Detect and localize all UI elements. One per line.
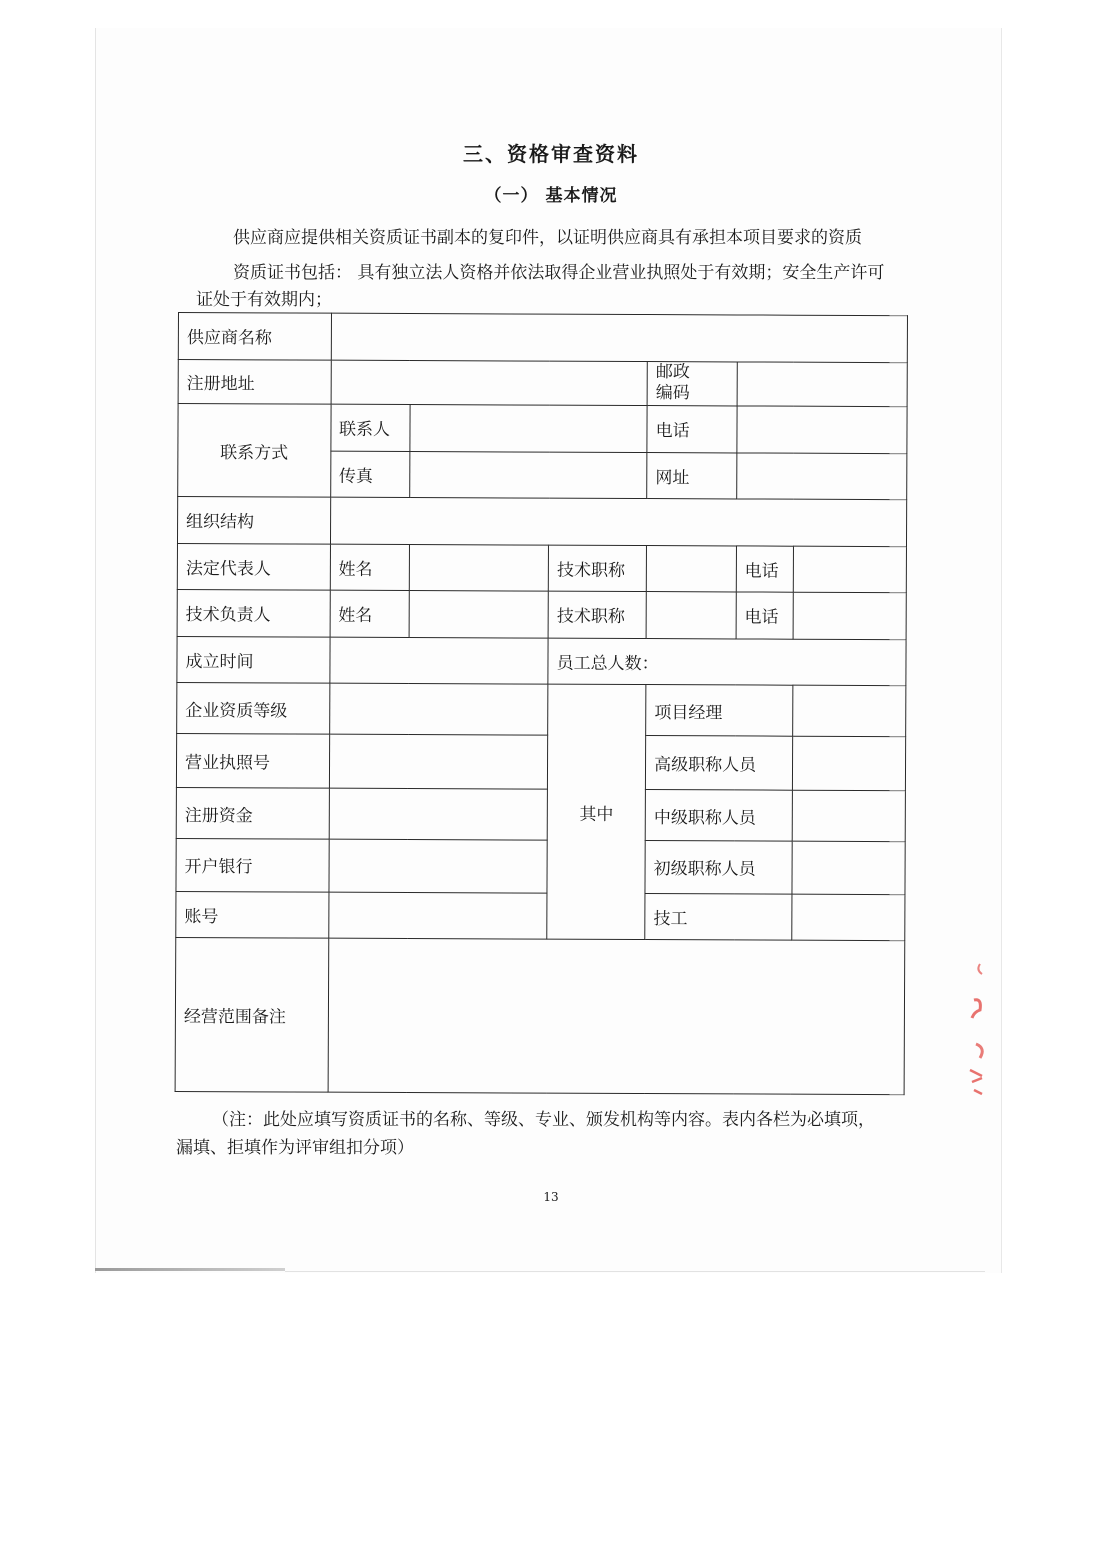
label-of-which: 其中 xyxy=(547,684,646,939)
label-tech-lead: 技术负责人 xyxy=(177,590,330,637)
value-registered-capital[interactable] xyxy=(329,789,548,841)
table-row xyxy=(177,590,906,640)
value-founded-date[interactable] xyxy=(329,637,548,684)
value-registered-address[interactable] xyxy=(331,360,648,406)
value-legal-rep-title[interactable] xyxy=(646,545,736,592)
value-phone[interactable] xyxy=(737,406,907,453)
label-account: 账号 xyxy=(176,891,329,938)
label-legal-rep-name: 姓名 xyxy=(330,544,410,591)
value-legal-rep-name[interactable] xyxy=(409,544,548,591)
value-mid-staff[interactable] xyxy=(792,791,906,842)
section-subtitle: （一） 基本情况 xyxy=(484,186,618,206)
scan-edge-faint xyxy=(285,1271,985,1272)
label-org-structure: 组织结构 xyxy=(177,497,330,544)
intro-line-1: 供应商应提供相关资质证书副本的复印件，以证明供应商具有承担本项目要求的资质 xyxy=(233,228,862,248)
intro-line-3: 证处于有效期内； xyxy=(196,290,332,310)
value-supplier-name[interactable] xyxy=(331,313,908,362)
label-mid-staff: 中级职称人员 xyxy=(645,790,792,841)
table-row xyxy=(177,497,906,547)
table-row xyxy=(176,838,905,894)
label-legal-rep-phone: 电话 xyxy=(736,546,793,593)
value-org-structure[interactable] xyxy=(330,497,907,546)
table-row xyxy=(178,404,907,454)
supplier-info-table xyxy=(175,312,908,1095)
red-seal-fragment-icon xyxy=(960,960,990,1100)
label-junior-staff: 初级职称人员 xyxy=(645,841,792,894)
value-account[interactable] xyxy=(328,892,547,939)
value-contact-person[interactable] xyxy=(410,405,647,453)
label-registered-address: 注册地址 xyxy=(178,359,331,404)
label-website: 网址 xyxy=(647,452,737,499)
label-license-number: 营业执照号 xyxy=(176,733,329,788)
label-fax: 传真 xyxy=(330,451,410,498)
value-bank[interactable] xyxy=(329,839,548,893)
value-junior-staff[interactable] xyxy=(791,841,905,894)
note-line-2: 漏填、拒填作为评审组扣分项） xyxy=(176,1138,414,1158)
table-row xyxy=(178,313,907,363)
table-row xyxy=(178,359,907,407)
label-contact-person: 联系人 xyxy=(330,404,410,451)
label-bank: 开户银行 xyxy=(176,838,329,891)
label-qualification-level: 企业资质等级 xyxy=(177,683,330,734)
value-tech-lead-title[interactable] xyxy=(646,592,736,639)
page-title: 三、资格审查资料 xyxy=(463,142,639,166)
value-website[interactable] xyxy=(737,453,907,500)
value-fax[interactable] xyxy=(410,451,647,499)
table-row xyxy=(175,938,905,1095)
table-row xyxy=(177,543,906,593)
label-registered-capital: 注册资金 xyxy=(176,788,329,839)
value-senior-staff[interactable] xyxy=(792,736,906,791)
value-license-number[interactable] xyxy=(329,734,548,790)
label-postal-code: 邮政 编码 xyxy=(647,361,737,406)
scan-edge-line xyxy=(95,1268,285,1271)
label-senior-staff: 高级职称人员 xyxy=(646,735,793,790)
value-project-manager[interactable] xyxy=(792,685,906,736)
label-tech-lead-name: 姓名 xyxy=(330,590,410,637)
table-row xyxy=(177,636,906,686)
page-number: 13 xyxy=(543,1190,559,1204)
label-contact-method: 联系方式 xyxy=(178,404,331,498)
note-line-1: （注：此处应填写资质证书的名称、等级、专业、颁发机构等内容。表内各栏为必填项， xyxy=(212,1110,875,1130)
label-tech-lead-title: 技术职称 xyxy=(548,591,646,638)
value-postal-code[interactable] xyxy=(737,361,907,406)
label-technicians: 技工 xyxy=(645,893,792,940)
label-supplier-name: 供应商名称 xyxy=(178,313,331,360)
value-qualification-level[interactable] xyxy=(329,683,548,735)
value-technicians[interactable] xyxy=(791,894,905,941)
label-legal-rep: 法定代表人 xyxy=(177,543,330,590)
label-phone: 电话 xyxy=(647,406,737,453)
value-tech-lead-phone[interactable] xyxy=(793,592,907,639)
intro-line-2: 资质证书包括： 具有独立法人资格并依法取得企业营业执照处于有效期；安全生产许可 xyxy=(233,263,885,283)
table-row xyxy=(177,683,906,737)
label-total-staff: 员工总人数： xyxy=(548,638,906,686)
value-legal-rep-phone[interactable] xyxy=(793,546,907,593)
table-row xyxy=(176,788,905,842)
table-row xyxy=(176,733,905,791)
value-tech-lead-name[interactable] xyxy=(409,591,548,638)
label-founded-date: 成立时间 xyxy=(177,636,330,683)
label-project-manager: 项目经理 xyxy=(646,685,793,736)
table-row xyxy=(176,891,905,941)
label-business-scope: 经营范围备注 xyxy=(175,938,328,1093)
label-tech-lead-phone: 电话 xyxy=(736,592,793,639)
label-legal-rep-title: 技术职称 xyxy=(548,545,646,592)
value-business-scope[interactable] xyxy=(328,938,905,1094)
